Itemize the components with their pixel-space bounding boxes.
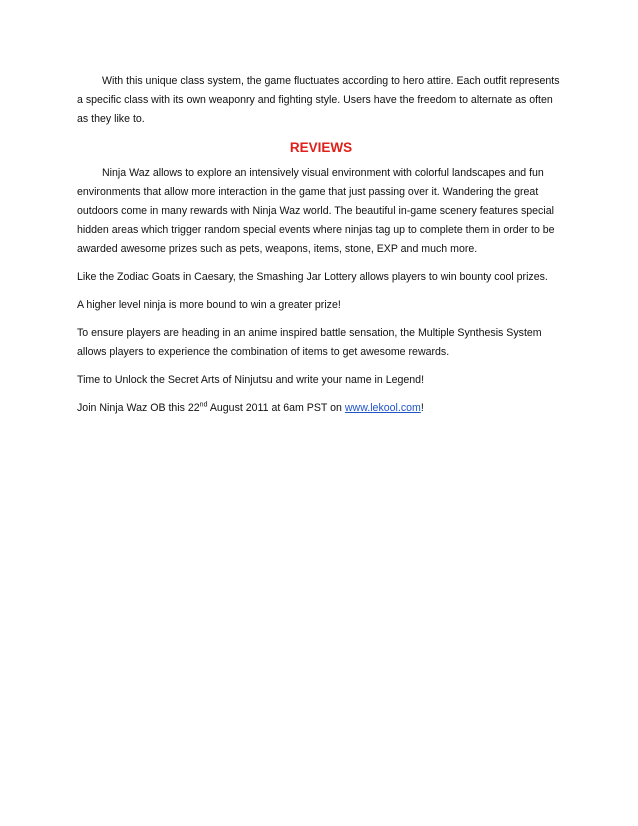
ordinal-suffix: nd [199,401,208,409]
paragraph-class-system: With this unique class system, the game fluctuates according to hero attire. Each outfit represents a specific class with its own weaponry and fighting style. Users have the freedom to alternate as often as they like to. [77,75,560,125]
lekool-link[interactable]: www.lekool.com [344,402,421,414]
reviews-heading: REVIEWS [289,140,353,155]
paragraph-lottery: Like the Zodiac Goats in Caesary, the Smashing Jar Lottery allows players to win bounty cool prizes. [77,271,548,283]
paragraph-environment: Ninja Waz allows to explore an intensively visual environment with colorful landscapes and fun environments that allow more interaction in the game that just passing over it. Wandering the great outdoors come in many rewards with Ninja Waz world. The beautiful in-game scenery features special hidden areas which trigger random special events where ninjas tag up to complete them in order to be awarded awesome prizes such as pets, weapons, items, stone, EXP and much more. [77,167,555,255]
paragraph-synthesis: To ensure players are heading in an anime inspired battle sensation, the Multiple Synthesis System allows players to experience the combination of items to get awesome rewards. [77,327,542,358]
join-prefix: Join Ninja Waz OB this 22 [77,402,200,414]
paragraph-join [77,399,565,418]
document-body [77,72,565,427]
paragraph-unlock: Time to Unlock the Secret Arts of Ninjutsu and write your name in Legend! [77,374,425,386]
paragraph-higher-level: A higher level ninja is more bound to win a greater prize! [77,299,341,311]
join-suffix: ! [420,402,424,414]
join-middle: August 2011 at 6am PST on [207,402,345,414]
